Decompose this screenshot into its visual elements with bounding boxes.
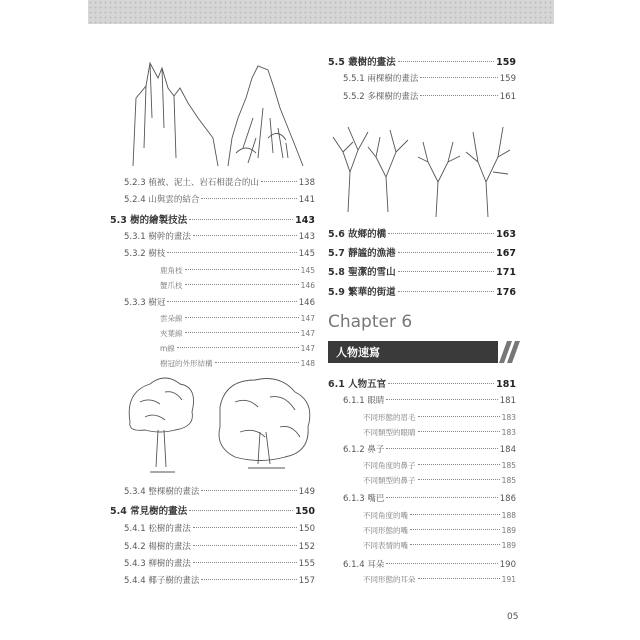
- toc-entry-label: 6.1.2 鼻子: [343, 445, 385, 455]
- toc-entry-page: 149: [298, 487, 315, 497]
- toc-entry-page: 183: [501, 413, 516, 422]
- toc-entry: [363, 427, 516, 438]
- toc-entry-page: 145: [300, 266, 315, 275]
- toc-entry: [124, 230, 315, 242]
- toc-leader-dots: [193, 235, 297, 236]
- toc-entry-label: 6.1.3 嘴巴: [343, 494, 385, 504]
- toc-leader-dots: [418, 431, 500, 432]
- toc-leader-dots: [388, 383, 494, 384]
- toc-entry-label: 5.4.1 松樹的畫法: [124, 524, 191, 534]
- toc-leader-dots: [193, 545, 297, 546]
- toc-entry: [124, 522, 315, 534]
- toc-entry-page: 150: [295, 506, 315, 517]
- toc-entry-label: 5.4 常見樹的畫法: [110, 506, 188, 517]
- toc-entry-page: 181: [496, 379, 516, 390]
- chapter-banner: [328, 341, 518, 363]
- chapter-banner-title: 人物速寫: [336, 346, 380, 359]
- toc-entry-label: 不同表情的嘴: [363, 541, 408, 550]
- toc-entry: [343, 72, 516, 84]
- toc-entry: [124, 296, 315, 308]
- toc-entry-label: 不同形態的嘴: [363, 526, 408, 535]
- toc-entry-label: 5.5 叢樹的畫法: [328, 57, 396, 68]
- toc-entry-page: 147: [300, 329, 315, 338]
- toc-entry-page: 146: [300, 281, 315, 290]
- toc-entry-label: 不同形態的耳朵: [363, 575, 416, 584]
- toc-entry: [124, 540, 315, 552]
- toc-entry: [160, 328, 315, 339]
- toc-entry-page: 189: [501, 541, 516, 550]
- toc-entry-label: m線: [160, 344, 175, 353]
- toc-entry-label: 5.3 樹的繪製技法: [110, 215, 188, 226]
- toc-leader-dots: [189, 510, 293, 511]
- toc-entry: [343, 90, 516, 102]
- toc-entry-page: 188: [501, 511, 516, 520]
- toc-entry: [124, 247, 315, 259]
- toc-entry-page: 147: [300, 344, 315, 353]
- toc-entry-label: 5.3.1 樹幹的畫法: [124, 232, 191, 242]
- toc-leader-dots: [185, 284, 299, 285]
- toc-entry: [160, 265, 315, 276]
- toc-entry-label: 5.2.4 山與雲的結合: [124, 195, 200, 205]
- toc-entry-label: 不同類型的鼻子: [363, 476, 416, 485]
- toc-leader-dots: [189, 219, 293, 220]
- toc-leader-dots: [386, 399, 497, 400]
- toc-entry: [160, 280, 315, 291]
- toc-entry-page: 190: [499, 560, 516, 570]
- toc-entry-page: 186: [499, 494, 516, 504]
- toc-entry-label: 不同形態的眉毛: [363, 413, 416, 422]
- toc-entry-page: 146: [298, 298, 315, 308]
- toc-entry: [160, 343, 315, 354]
- toc-leader-dots: [420, 77, 497, 78]
- toc-leader-dots: [193, 562, 297, 563]
- toc-leader-dots: [167, 252, 296, 253]
- toc-entry-page: 145: [298, 249, 315, 259]
- toc-leader-dots: [398, 61, 495, 62]
- toc-entry: [343, 492, 516, 504]
- toc-leader-dots: [167, 301, 296, 302]
- toc-entry: [124, 176, 315, 188]
- toc-entry-page: 185: [501, 476, 516, 485]
- tree-sketch-illustration: [120, 372, 320, 477]
- toc-leader-dots: [398, 271, 495, 272]
- toc-entry-label: 5.8 聖潔的雪山: [328, 267, 396, 278]
- toc-entry-label: 5.3.3 樹冠: [124, 298, 166, 308]
- toc-entry: [363, 412, 516, 423]
- toc-entry-label: 5.9 繁華的街道: [328, 287, 396, 298]
- toc-entry: [363, 574, 516, 585]
- toc-leader-dots: [215, 362, 299, 363]
- toc-entry-page: 181: [499, 396, 516, 406]
- toc-leader-dots: [418, 578, 500, 579]
- toc-entry: [363, 525, 516, 536]
- branch-sketch-illustration: [328, 112, 520, 220]
- toc-entry: [363, 460, 516, 471]
- toc-leader-dots: [418, 416, 500, 417]
- toc-entry-page: 167: [496, 248, 516, 259]
- toc-entry-page: 148: [300, 359, 315, 368]
- toc-entry-label: 蟹爪枝: [160, 281, 183, 290]
- toc-entry: [343, 443, 516, 455]
- header-pattern-bar: [88, 0, 554, 24]
- toc-entry-page: 157: [298, 576, 315, 586]
- toc-entry-page: 141: [298, 195, 315, 205]
- toc-entry-label: 不同角度的鼻子: [363, 461, 416, 470]
- toc-leader-dots: [386, 563, 497, 564]
- toc-entry-page: 191: [501, 575, 516, 584]
- toc-entry-page: 171: [496, 267, 516, 278]
- toc-entry: [328, 376, 516, 390]
- toc-entry-label: 鹿角枝: [160, 266, 183, 275]
- toc-entry-page: 138: [298, 178, 315, 188]
- toc-entry: [363, 475, 516, 486]
- toc-leader-dots: [201, 490, 296, 491]
- toc-entry-page: 161: [499, 92, 516, 102]
- toc-leader-dots: [261, 181, 297, 182]
- toc-entry: [343, 394, 516, 406]
- toc-entry-label: 樹冠的外形結構: [160, 359, 213, 368]
- toc-leader-dots: [418, 479, 500, 480]
- toc-entry-label: 5.3.2 樹枝: [124, 249, 166, 259]
- toc-leader-dots: [185, 332, 299, 333]
- toc-entry-label: 5.4.2 楊樹的畫法: [124, 542, 191, 552]
- toc-leader-dots: [410, 529, 500, 530]
- mountain-sketch-illustration: [128, 58, 318, 173]
- toc-entry-page: 176: [496, 287, 516, 298]
- toc-entry-label: 5.2.3 植被、泥土、岩石相混合的山: [124, 178, 259, 188]
- toc-entry: [124, 193, 315, 205]
- toc-entry-page: 185: [501, 461, 516, 470]
- toc-entry-page: 143: [295, 215, 315, 226]
- toc-entry-label: 5.4.4 椰子樹的畫法: [124, 576, 200, 586]
- toc-leader-dots: [201, 579, 296, 580]
- toc-leader-dots: [420, 95, 497, 96]
- toc-entry-page: 159: [499, 74, 516, 84]
- toc-entry-label: 5.3.4 整棵樹的畫法: [124, 487, 200, 497]
- toc-leader-dots: [388, 233, 494, 234]
- toc-entry-label: 夾葉線: [160, 329, 183, 338]
- toc-entry-label: 5.5.2 多棵樹的畫法: [343, 92, 419, 102]
- toc-entry-page: 183: [501, 428, 516, 437]
- page-number: 05: [507, 612, 519, 622]
- toc-entry-page: 184: [499, 445, 516, 455]
- toc-entry-label: 5.6 故鄉的橋: [328, 229, 387, 240]
- toc-leader-dots: [386, 497, 497, 498]
- toc-entry: [328, 245, 516, 259]
- toc-leader-dots: [201, 198, 296, 199]
- toc-entry: [328, 54, 516, 68]
- toc-entry-page: 189: [501, 526, 516, 535]
- toc-entry: [110, 212, 315, 226]
- toc-leader-dots: [398, 252, 495, 253]
- toc-entry: [343, 558, 516, 570]
- toc-entry: [124, 574, 315, 586]
- toc-entry-label: 5.4.3 柳樹的畫法: [124, 559, 191, 569]
- toc-entry: [328, 264, 516, 278]
- toc-entry: [110, 503, 315, 517]
- toc-entry-label: 6.1.1 眼睛: [343, 396, 385, 406]
- toc-entry-label: 6.1.4 耳朵: [343, 560, 385, 570]
- toc-entry-label: 雲朵線: [160, 314, 183, 323]
- toc-entry-page: 147: [300, 314, 315, 323]
- toc-entry: [160, 313, 315, 324]
- toc-entry: [363, 510, 516, 521]
- toc-entry-page: 143: [298, 232, 315, 242]
- toc-entry: [124, 485, 315, 497]
- toc-leader-dots: [386, 448, 497, 449]
- toc-entry: [328, 226, 516, 240]
- toc-leader-dots: [177, 347, 299, 348]
- toc-entry: [328, 284, 516, 298]
- toc-entry-page: 163: [496, 229, 516, 240]
- toc-entry-page: 155: [298, 559, 315, 569]
- toc-leader-dots: [185, 317, 299, 318]
- toc-leader-dots: [185, 269, 299, 270]
- toc-entry-label: 5.7 靜謐的漁港: [328, 248, 396, 259]
- toc-entry: [124, 557, 315, 569]
- toc-entry-page: 150: [298, 524, 315, 534]
- toc-entry-label: 6.1 人物五官: [328, 379, 387, 390]
- toc-entry-label: 不同類型的眼睛: [363, 428, 416, 437]
- toc-leader-dots: [418, 464, 500, 465]
- toc-entry-page: 152: [298, 542, 315, 552]
- toc-leader-dots: [398, 291, 495, 292]
- toc-entry-label: 不同角度的嘴: [363, 511, 408, 520]
- toc-leader-dots: [193, 527, 297, 528]
- toc-entry: [363, 540, 516, 551]
- toc-leader-dots: [410, 544, 500, 545]
- toc-entry: [160, 358, 315, 369]
- chapter-title: Chapter 6: [328, 312, 413, 332]
- toc-entry-label: 5.5.1 兩棵樹的畫法: [343, 74, 419, 84]
- toc-leader-dots: [410, 514, 500, 515]
- toc-entry-page: 159: [496, 57, 516, 68]
